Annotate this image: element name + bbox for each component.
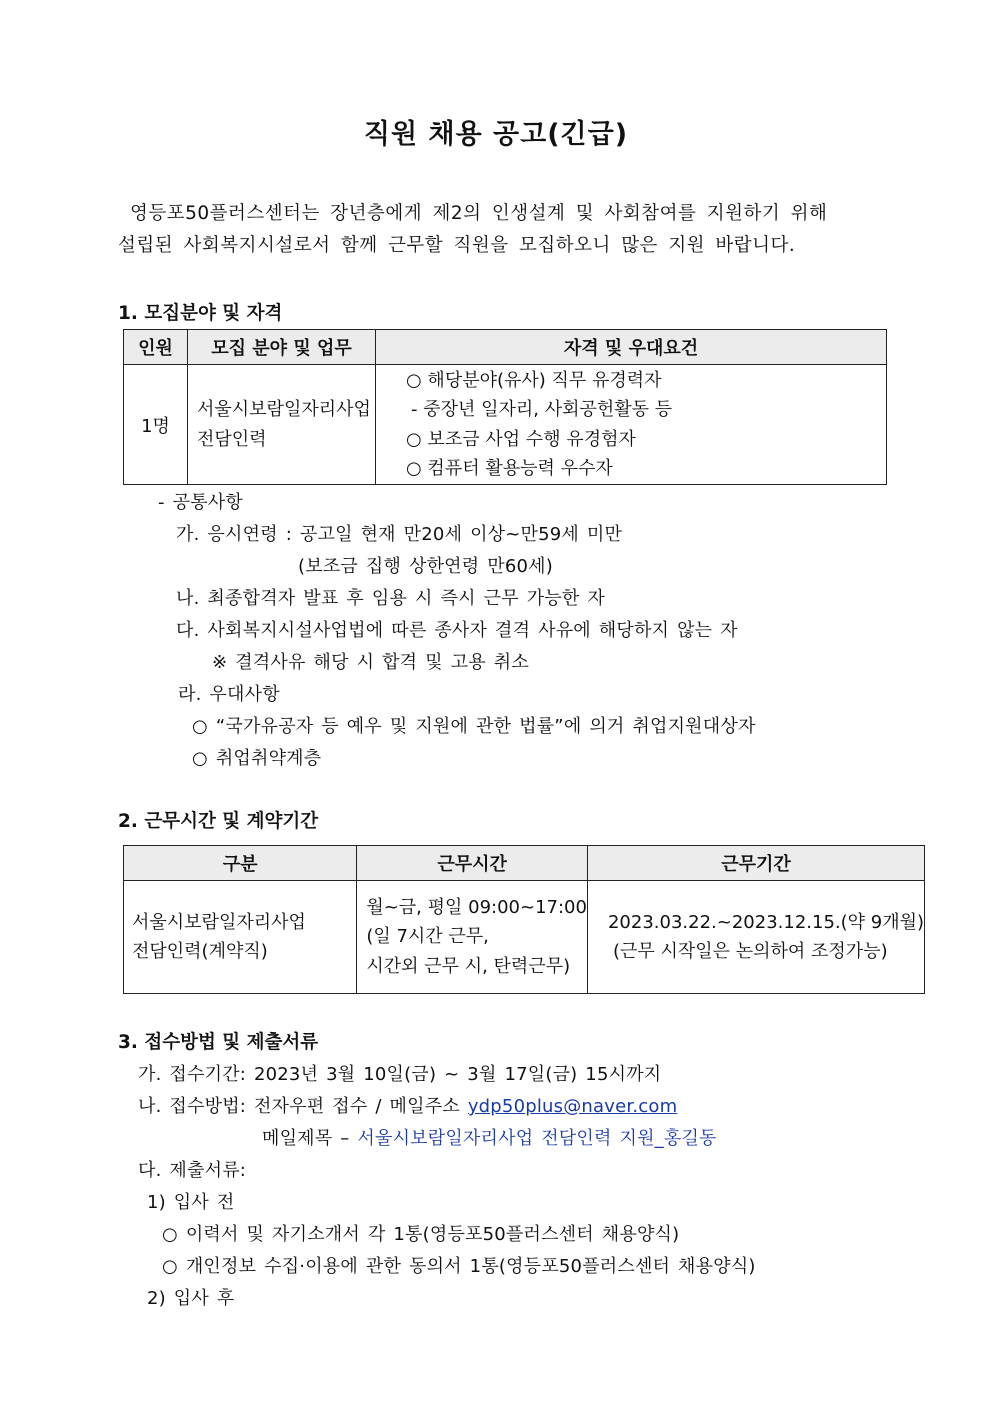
header-field: 모집 분야 및 업무	[188, 330, 376, 365]
header-hours: 근무시간	[357, 846, 588, 881]
document-item: ○ 이력서 및 자기소개서 각 1통(영등포50플러스센터 채용양식)	[162, 1224, 680, 1245]
common-na: 나. 최종합격자 발표 후 임용 시 즉시 근무 가능한 자	[176, 588, 605, 609]
before-hire-label: 1) 입사 전	[147, 1192, 235, 1213]
qual-item: ○ 보조금 사업 수행 유경험자	[406, 428, 636, 450]
cell-hours	[357, 881, 588, 994]
hours-line: 시간외 근무 시, 탄력근무)	[366, 955, 571, 977]
common-da-note: ※ 결격사유 해당 시 합격 및 고용 취소	[212, 652, 529, 673]
apply-period: 가. 접수기간: 2023년 3월 10일(금) ~ 3월 17일(금) 15시까지	[138, 1064, 662, 1085]
common-ga: 가. 응시연령 : 공고일 현재 만20세 이상~만59세 미만	[176, 524, 623, 545]
header-qualifications: 자격 및 우대요건	[376, 330, 887, 365]
apply-method	[138, 1092, 677, 1118]
mail-subject-value: 서울시보람일자리사업 전담인력 지원_홍길동	[357, 1128, 717, 1149]
work-hours-table	[123, 845, 925, 994]
common-da: 다. 사회복지시설사업법에 따른 종사자 결격 사유에 해당하지 않는 자	[176, 620, 738, 641]
qual-item: ○ 해당분야(유사) 직무 유경력자	[406, 369, 662, 391]
cell-qualifications	[376, 365, 887, 485]
field-line: 서울시보람일자리사업	[197, 399, 371, 420]
hours-line: (일 7시간 근무,	[366, 926, 489, 948]
common-label: - 공통사항	[158, 492, 243, 513]
section-1-heading: 1. 모집분야 및 자격	[118, 303, 283, 324]
period-line: 2023.03.22.~2023.12.15.(약 9개월)	[607, 911, 924, 933]
cell-period	[587, 881, 924, 994]
documents-label: 다. 제출서류:	[138, 1160, 247, 1181]
hours-line: 월~금, 평일 09:00~17:00	[366, 896, 587, 918]
section-3-heading: 3. 접수방법 및 제출서류	[118, 1032, 319, 1053]
preference-item: ○ 취업취약계층	[192, 748, 322, 769]
qual-item: - 중장년 일자리, 사회공헌활동 등	[411, 399, 673, 420]
after-hire-label: 2) 입사 후	[147, 1288, 235, 1309]
common-ra: 라. 우대사항	[178, 684, 280, 705]
email-link[interactable]: ydp50plus@naver.com	[467, 1096, 678, 1117]
period-line: (근무 시작일은 논의하여 조정가능)	[612, 941, 888, 962]
cell-category	[124, 881, 357, 994]
document-item: ○ 개인정보 수집·이용에 관한 동의서 1통(영등포50플러스센터 채용양식)	[162, 1256, 756, 1277]
category-line: 서울시보람일자리사업	[132, 911, 306, 933]
mail-subject-label: 메일제목 –	[262, 1128, 358, 1149]
cell-count: 1명	[124, 365, 188, 485]
intro-line-1: 영등포50플러스센터는 장년층에게 제2의 인생설계 및 사회참여를 지원하기 위해	[130, 203, 828, 224]
common-ga-sub: (보조금 집행 상한연령 만60세)	[298, 556, 553, 577]
cell-field	[188, 365, 376, 485]
recruitment-table	[123, 329, 887, 485]
header-period: 근무기간	[587, 846, 924, 881]
field-line: 전담인력	[197, 428, 267, 450]
intro-line-2: 설립된 사회복지시설로서 함께 근무할 직원을 모집하오니 많은 지원 바랍니다.	[118, 235, 796, 256]
page-title: 직원 채용 공고(긴급)	[363, 119, 629, 150]
section-2-heading: 2. 근무시간 및 계약기간	[118, 811, 319, 832]
category-line: 전담인력(계약직)	[132, 941, 268, 962]
apply-method-text: 나. 접수방법: 전자우편 접수 / 메일주소	[138, 1096, 468, 1117]
preference-item: ○ “국가유공자 등 예우 및 지원에 관한 법률”에 의거 취업지원대상자	[192, 716, 756, 737]
header-category: 구분	[124, 846, 357, 881]
mail-subject	[262, 1124, 717, 1150]
qual-item: ○ 컴퓨터 활용능력 우수자	[406, 458, 613, 479]
header-count: 인원	[124, 330, 188, 365]
